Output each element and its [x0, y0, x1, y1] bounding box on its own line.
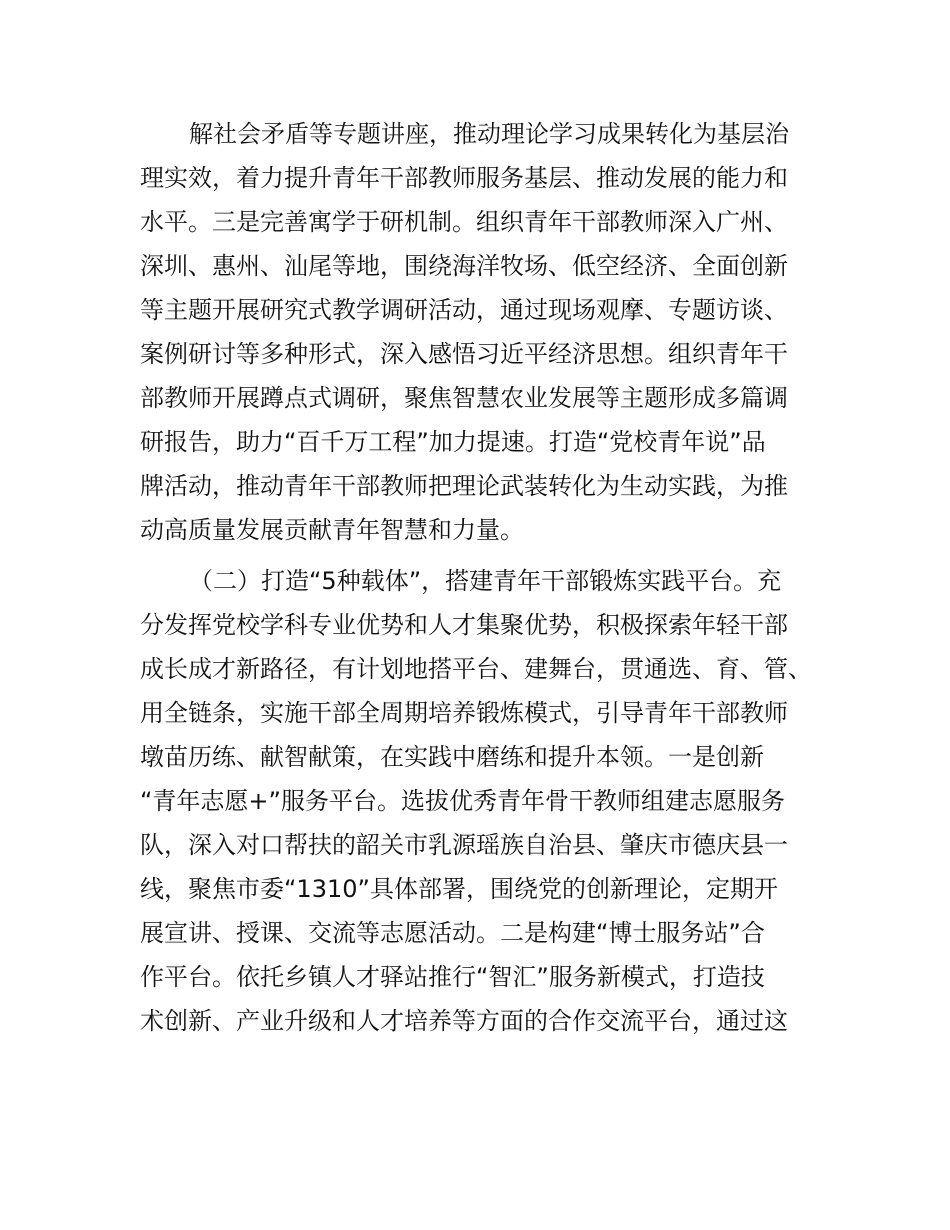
text-line: 动高质量发展贡献青年智慧和力量。	[140, 516, 524, 544]
text-line: 水平。三是完善寓学于研机制。组织青年干部教师深入广州、	[140, 208, 788, 236]
text-line: 用全链条，实施干部全周期培养锻炼模式，引导青年干部教师	[140, 699, 788, 727]
text-line: 深圳、惠州、汕尾等地，围绕海洋牧场、低空经济、全面创新	[140, 252, 788, 280]
text-line: 术创新、产业升级和人才培养等方面的合作交流平台，通过这	[140, 1007, 788, 1035]
text-line: 展宣讲、授课、交流等志愿活动。二是构建“博士服务站”合	[140, 919, 765, 947]
text-line: 分发挥党校学科专业优势和人才集聚优势，积极探索年轻干部	[140, 611, 788, 639]
text-line: 案例研讨等多种形式，深入感悟习近平经济思想。组织青年干	[140, 340, 788, 368]
text-line: 理实效，着力提升青年干部教师服务基层、推动发展的能力和	[140, 164, 788, 192]
text-line: 成长成才新路径，有计划地搭平台、建舞台，贯通选、育、管、	[140, 655, 812, 683]
text-line: 解社会矛盾等专题讲座，推动理论学习成果转化为基层治	[189, 120, 789, 148]
text-line: 线，聚焦市委“1310”具体部署，围绕党的创新理论，定期开	[140, 875, 778, 903]
text-line: 部教师开展蹲点式调研，聚焦智慧农业发展等主题形成多篇调	[140, 384, 788, 412]
text-line: （二）打造“5种载体”，搭建青年干部锻炼实践平台。充	[189, 567, 782, 595]
text-line: 墩苗历练、献智献策，在实践中磨练和提升本领。一是创新	[140, 743, 764, 771]
text-line: 作平台。依托乡镇人才驿站推行“智汇”服务新模式，打造技	[140, 963, 765, 991]
text-line: “青年志愿+”服务平台。选拔优秀青年骨干教师组建志愿服务	[140, 787, 785, 815]
text-line: 队，深入对口帮扶的韶关市乳源瑶族自治县、肇庆市德庆县一	[140, 831, 788, 859]
text-line: 等主题开展研究式教学调研活动，通过现场观摩、专题访谈、	[140, 296, 788, 324]
text-line: 研报告，助力“百千万工程”加力提速。打造“党校青年说”品	[140, 428, 766, 456]
text-line: 牌活动，推动青年干部教师把理论武装转化为生动实践，为推	[140, 472, 788, 500]
